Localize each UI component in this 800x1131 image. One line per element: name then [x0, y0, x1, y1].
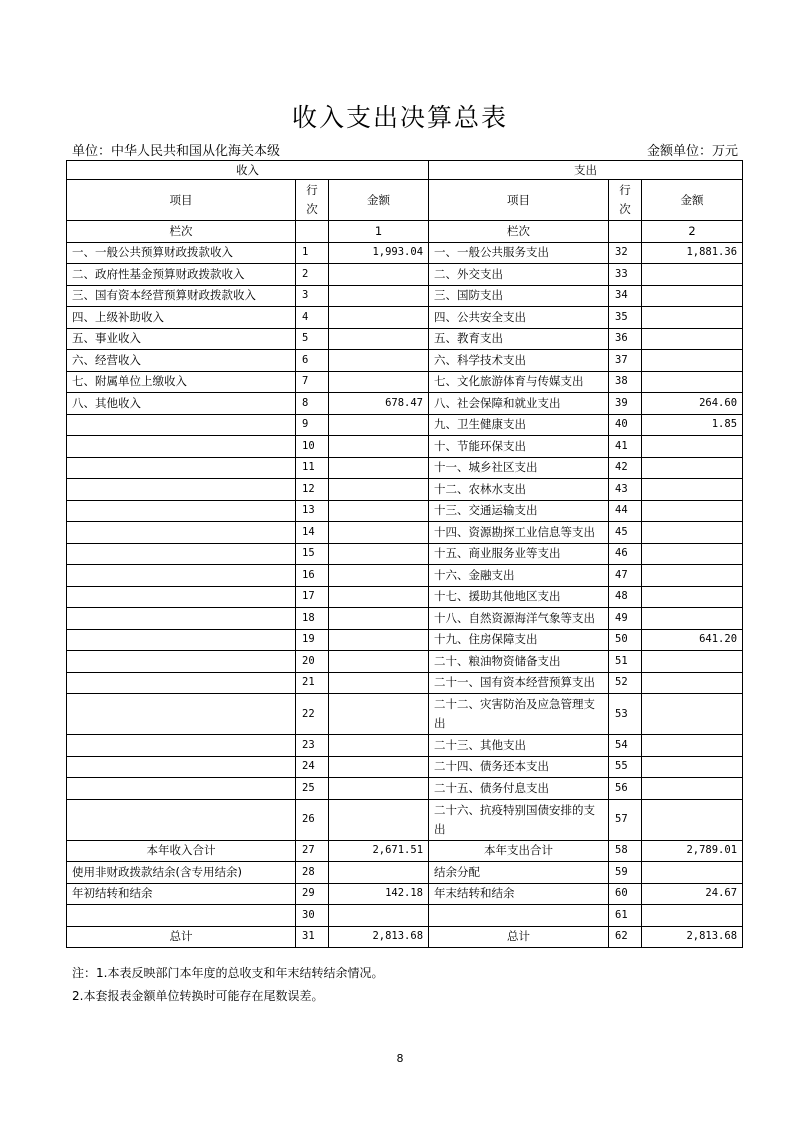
expense-line-number: 43 [609, 479, 642, 501]
expense-line-number: 58 [609, 840, 642, 862]
expense-line-number: 38 [609, 371, 642, 393]
expense-line-number: 37 [609, 350, 642, 372]
expense-line-number: 55 [609, 756, 642, 778]
column-number-row [67, 221, 743, 243]
income-amount [329, 350, 429, 372]
income-amount [329, 651, 429, 673]
income-item-label [67, 479, 296, 501]
income-item-label: 年初结转和结余 [67, 883, 296, 905]
income-amount [329, 371, 429, 393]
expense-amount: 264.60 [642, 393, 743, 415]
income-column-label: 栏次 [67, 221, 296, 243]
income-line-header: 行 次 [296, 180, 329, 221]
table-row [67, 414, 743, 436]
amount-unit-label: 金额单位：万元 [646, 144, 738, 159]
income-line-number: 7 [296, 371, 329, 393]
empty-cell [296, 221, 329, 243]
expense-item-label: 十、节能环保支出 [429, 436, 609, 458]
expense-line-number: 41 [609, 436, 642, 458]
table-row [67, 799, 743, 840]
expense-item-label: 十九、住房保障支出 [429, 629, 609, 651]
expense-item-label: 三、国防支出 [429, 285, 609, 307]
income-amount [329, 565, 429, 587]
income-item-label: 一、一般公共预算财政拨款收入 [67, 242, 296, 264]
note-2: 2.本套报表金额单位转换时可能存在尾数误差。 [72, 989, 324, 1003]
income-line-number: 21 [296, 672, 329, 694]
income-amount [329, 629, 429, 651]
income-item-label: 使用非财政拨款结余(含专用结余) [67, 862, 296, 884]
table-row [67, 840, 743, 862]
income-amount [329, 756, 429, 778]
income-line-number: 17 [296, 586, 329, 608]
table-row [67, 307, 743, 329]
table-row [67, 565, 743, 587]
income-item-label [67, 756, 296, 778]
expense-line-number: 61 [609, 905, 642, 927]
table-row [67, 862, 743, 884]
expense-amount [642, 436, 743, 458]
income-line-number: 22 [296, 694, 329, 735]
expense-amount [642, 522, 743, 544]
income-amount: 142.18 [329, 883, 429, 905]
section-header-row [67, 161, 743, 180]
notes [72, 962, 383, 1008]
table-row [67, 500, 743, 522]
table-row [67, 905, 743, 927]
expense-column-label: 栏次 [429, 221, 609, 243]
expense-item-label: 五、教育支出 [429, 328, 609, 350]
income-item-label [67, 672, 296, 694]
income-amount [329, 543, 429, 565]
income-line-number: 23 [296, 735, 329, 757]
income-item-label [67, 608, 296, 630]
table-row [67, 522, 743, 544]
table-row [67, 350, 743, 372]
income-amount [329, 608, 429, 630]
income-amount [329, 778, 429, 800]
expense-amount-header: 金额 [642, 180, 743, 221]
expense-line-number: 33 [609, 264, 642, 286]
income-line-number: 15 [296, 543, 329, 565]
expense-line-number: 46 [609, 543, 642, 565]
table-row [67, 457, 743, 479]
expense-amount [642, 500, 743, 522]
expense-amount [642, 457, 743, 479]
income-item-label [67, 735, 296, 757]
income-amount: 678.47 [329, 393, 429, 415]
income-amount [329, 694, 429, 735]
income-line-number: 9 [296, 414, 329, 436]
income-line-number: 12 [296, 479, 329, 501]
table-row [67, 586, 743, 608]
expense-line-number: 32 [609, 242, 642, 264]
income-amount [329, 414, 429, 436]
page-number: 8 [396, 1052, 404, 1065]
expense-amount: 641.20 [642, 629, 743, 651]
income-amount: 1,993.04 [329, 242, 429, 264]
income-amount: 2,813.68 [329, 926, 429, 948]
expense-item-label: 十四、资源勘探工业信息等支出 [429, 522, 609, 544]
expense-item-header: 项目 [429, 180, 609, 221]
expense-amount: 2,789.01 [642, 840, 743, 862]
table-row [67, 926, 743, 948]
expense-item-label: 十五、商业服务业等支出 [429, 543, 609, 565]
income-amount [329, 735, 429, 757]
income-item-label: 四、上级补助收入 [67, 307, 296, 329]
expense-amount [642, 778, 743, 800]
expense-line-number: 35 [609, 307, 642, 329]
income-line-number: 11 [296, 457, 329, 479]
table-row [67, 436, 743, 458]
income-line-number: 26 [296, 799, 329, 840]
expense-amount: 24.67 [642, 883, 743, 905]
expense-item-label: 二十四、债务还本支出 [429, 756, 609, 778]
income-item-label [67, 778, 296, 800]
expense-item-label: 九、卫生健康支出 [429, 414, 609, 436]
income-line-number: 2 [296, 264, 329, 286]
table-row [67, 651, 743, 673]
expense-amount: 2,813.68 [642, 926, 743, 948]
income-item-label [67, 651, 296, 673]
expense-amount [642, 651, 743, 673]
income-line-number: 20 [296, 651, 329, 673]
table-row [67, 629, 743, 651]
income-line-number: 8 [296, 393, 329, 415]
expense-item-label: 二、外交支出 [429, 264, 609, 286]
income-amount [329, 264, 429, 286]
table-row [67, 543, 743, 565]
expense-line-number: 53 [609, 694, 642, 735]
income-line-number: 4 [296, 307, 329, 329]
income-line-number: 14 [296, 522, 329, 544]
expense-amount [642, 543, 743, 565]
expense-amount [642, 350, 743, 372]
income-amount [329, 479, 429, 501]
expense-line-number: 47 [609, 565, 642, 587]
expense-amount [642, 307, 743, 329]
expense-amount [642, 799, 743, 840]
income-amount [329, 862, 429, 884]
income-section-header: 收入 [67, 161, 429, 180]
expense-line-number: 44 [609, 500, 642, 522]
expense-line-number: 49 [609, 608, 642, 630]
expense-amount: 1.85 [642, 414, 743, 436]
expense-amount [642, 905, 743, 927]
expense-item-label: 二十二、灾害防治及应急管理支出 [429, 694, 609, 735]
income-item-label [67, 586, 296, 608]
expense-section-header: 支出 [429, 161, 743, 180]
income-amount: 2,671.51 [329, 840, 429, 862]
expense-line-number: 34 [609, 285, 642, 307]
expense-amount [642, 608, 743, 630]
income-amount [329, 905, 429, 927]
expense-item-label [429, 905, 609, 927]
table-row [67, 264, 743, 286]
income-item-header: 项目 [67, 180, 296, 221]
expense-line-header: 行 次 [609, 180, 642, 221]
table-row [67, 735, 743, 757]
expense-amount: 1,881.36 [642, 242, 743, 264]
expense-item-label: 六、科学技术支出 [429, 350, 609, 372]
budget-table [66, 160, 743, 948]
expense-item-label: 四、公共安全支出 [429, 307, 609, 329]
page-title: 收入支出决算总表 [291, 103, 508, 132]
expense-amount [642, 694, 743, 735]
expense-line-number: 45 [609, 522, 642, 544]
income-item-label [67, 565, 296, 587]
income-item-label [67, 436, 296, 458]
income-line-number: 30 [296, 905, 329, 927]
income-item-label: 本年收入合计 [67, 840, 296, 862]
expense-item-label: 十七、援助其他地区支出 [429, 586, 609, 608]
expense-amount [642, 328, 743, 350]
income-line-number: 28 [296, 862, 329, 884]
expense-line-number: 51 [609, 651, 642, 673]
income-item-label: 总计 [67, 926, 296, 948]
income-item-label: 二、政府性基金预算财政拨款收入 [67, 264, 296, 286]
expense-item-label: 二十三、其他支出 [429, 735, 609, 757]
expense-item-label: 二十六、抗疫特别国债安排的支出 [429, 799, 609, 840]
expense-amount [642, 672, 743, 694]
expense-item-label: 二十五、债务付息支出 [429, 778, 609, 800]
expense-item-label: 十八、自然资源海洋气象等支出 [429, 608, 609, 630]
income-amount [329, 457, 429, 479]
expense-line-number: 42 [609, 457, 642, 479]
table-row [67, 393, 743, 415]
table-row [67, 778, 743, 800]
income-item-label: 八、其他收入 [67, 393, 296, 415]
expense-line-number: 62 [609, 926, 642, 948]
expense-line-number: 50 [609, 629, 642, 651]
income-amount [329, 672, 429, 694]
income-line-number: 16 [296, 565, 329, 587]
table-row [67, 479, 743, 501]
expense-amount [642, 862, 743, 884]
table-row [67, 672, 743, 694]
income-amount [329, 328, 429, 350]
income-amount [329, 307, 429, 329]
income-line-number: 19 [296, 629, 329, 651]
table-row [67, 694, 743, 735]
table-row [67, 756, 743, 778]
income-item-label [67, 500, 296, 522]
expense-item-label: 二十、粮油物资储备支出 [429, 651, 609, 673]
expense-item-label: 八、社会保障和就业支出 [429, 393, 609, 415]
expense-amount [642, 586, 743, 608]
income-line-number: 29 [296, 883, 329, 905]
expense-item-label: 本年支出合计 [429, 840, 609, 862]
expense-line-number: 54 [609, 735, 642, 757]
expense-item-label: 十一、城乡社区支出 [429, 457, 609, 479]
expense-line-number: 39 [609, 393, 642, 415]
income-line-number: 13 [296, 500, 329, 522]
expense-amount [642, 371, 743, 393]
table-row [67, 883, 743, 905]
empty-cell [609, 221, 642, 243]
income-item-label [67, 694, 296, 735]
expense-item-label: 年末结转和结余 [429, 883, 609, 905]
expense-line-number: 40 [609, 414, 642, 436]
income-line-number: 27 [296, 840, 329, 862]
income-line-number: 6 [296, 350, 329, 372]
income-item-label [67, 543, 296, 565]
table-row [67, 285, 743, 307]
income-line-number: 1 [296, 242, 329, 264]
expense-item-label: 十二、农林水支出 [429, 479, 609, 501]
expense-item-label: 七、文化旅游体育与传媒支出 [429, 371, 609, 393]
expense-item-label: 一、一般公共服务支出 [429, 242, 609, 264]
expense-item-label: 总计 [429, 926, 609, 948]
income-amount [329, 285, 429, 307]
income-amount [329, 799, 429, 840]
income-line-number: 25 [296, 778, 329, 800]
income-line-number: 31 [296, 926, 329, 948]
expense-line-number: 52 [609, 672, 642, 694]
income-amount [329, 522, 429, 544]
income-amount [329, 436, 429, 458]
income-item-label [67, 414, 296, 436]
table-row [67, 242, 743, 264]
column-header-row [67, 180, 743, 221]
income-item-label [67, 629, 296, 651]
income-item-label: 七、附属单位上缴收入 [67, 371, 296, 393]
income-amount [329, 500, 429, 522]
income-item-label [67, 905, 296, 927]
income-line-number: 5 [296, 328, 329, 350]
note-1: 注：1.本表反映部门本年度的总收支和年末结转结余情况。 [72, 966, 384, 980]
expense-item-label: 十六、金融支出 [429, 565, 609, 587]
expense-line-number: 60 [609, 883, 642, 905]
table-row [67, 328, 743, 350]
income-column-number: 1 [329, 221, 429, 243]
expense-line-number: 48 [609, 586, 642, 608]
income-item-label: 五、事业收入 [67, 328, 296, 350]
expense-amount [642, 735, 743, 757]
income-item-label: 三、国有资本经营预算财政拨款收入 [67, 285, 296, 307]
income-amount-header: 金额 [329, 180, 429, 221]
table-row [67, 608, 743, 630]
expense-line-number: 59 [609, 862, 642, 884]
expense-line-number: 57 [609, 799, 642, 840]
income-amount [329, 586, 429, 608]
expense-amount [642, 479, 743, 501]
income-item-label: 六、经营收入 [67, 350, 296, 372]
expense-item-label: 结余分配 [429, 862, 609, 884]
income-line-number: 24 [296, 756, 329, 778]
expense-amount [642, 285, 743, 307]
expense-line-number: 56 [609, 778, 642, 800]
table-row [67, 371, 743, 393]
expense-column-number: 2 [642, 221, 743, 243]
unit-label: 单位：中华人民共和国从化海关本级 [72, 144, 281, 159]
income-line-number: 18 [296, 608, 329, 630]
income-item-label [67, 457, 296, 479]
income-line-number: 10 [296, 436, 329, 458]
income-item-label [67, 799, 296, 840]
expense-item-label: 二十一、国有资本经营预算支出 [429, 672, 609, 694]
expense-amount [642, 264, 743, 286]
income-item-label [67, 522, 296, 544]
expense-amount [642, 756, 743, 778]
income-line-number: 3 [296, 285, 329, 307]
expense-item-label: 十三、交通运输支出 [429, 500, 609, 522]
expense-line-number: 36 [609, 328, 642, 350]
expense-amount [642, 565, 743, 587]
